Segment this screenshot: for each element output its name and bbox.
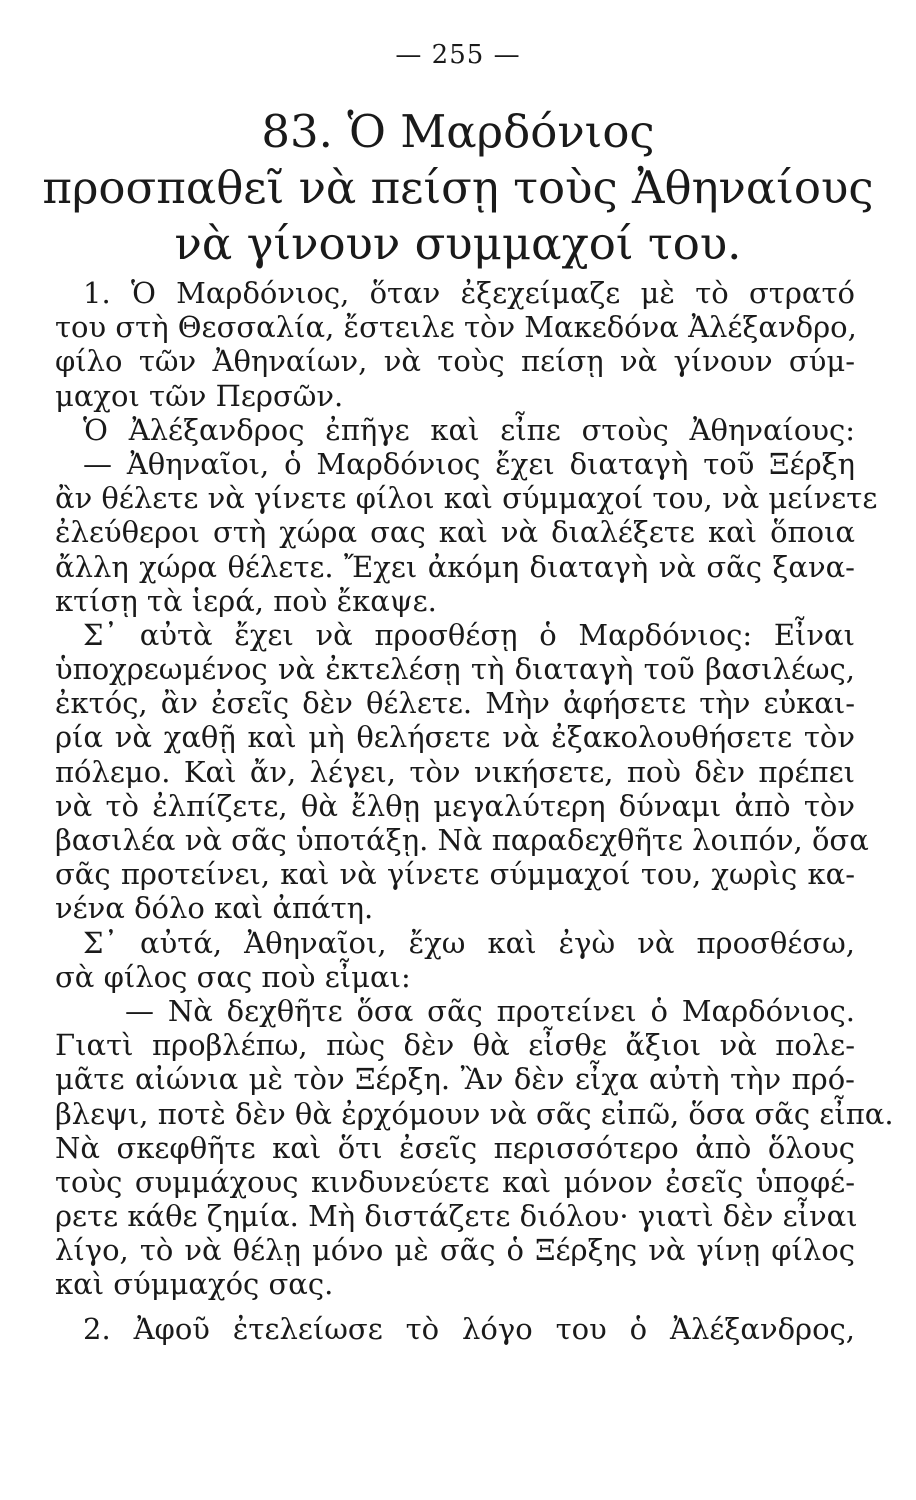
text-line: σᾶς προτείνει, καὶ νὰ γίνετε σύμμαχοί του, χωρὶς κα- [55,857,855,892]
text-line: φίλο τῶν Ἀθηναίων, νὰ τοὺς πείσῃ νὰ γίνουν σύμ- [55,344,855,379]
text-line: 1. Ὁ Μαρδόνιος, ὅταν ἐξεχείμαζε μὲ τὸ στρατό [83,276,855,310]
text-line: σὰ φίλος σας ποὺ εἶμαι: [55,959,411,994]
text-line: του στὴ Θεσσαλία, ἔστειλε τὸν Μακεδόνα Ἀλέξανδρο, [55,310,857,345]
text-line: βασιλέα νὰ σᾶς ὑποτάξῃ. Νὰ παραδεχθῆτε λοιπόν, ὅσα [55,823,869,857]
text-line: ἐλεύθεροι στὴ χώρα σας καὶ νὰ διαλέξετε καὶ ὅποια [55,515,855,550]
chapter-title-line: νὰ γίνουν συμμαχοί του. [174,217,742,270]
text-line: νένα δόλο καὶ ἀπάτη. [55,891,374,926]
text-line: νὰ τὸ ἐλπίζετε, θὰ ἔλθῃ μεγαλύτερη δύναμι ἀπὸ τὸν [55,788,855,823]
page-number: — 255 — [395,40,521,70]
text-line: ὑποχρεωμένος νὰ ἐκτελέσῃ τὴ διαταγὴ τοῦ βασιλέως, [55,652,855,687]
text-line: μαχοι τῶν Περσῶν. [55,378,344,413]
text-line: βλεψι, ποτὲ δὲν θὰ ἐρχόμουν νὰ σᾶς εἰπῶ, ὅσα σᾶς εἶπα. [55,1096,894,1131]
text-line: Σ᾽ αὐτὰ ἔχει νὰ προσθέσῃ ὁ Μαρδόνιος: Εἶναι [83,617,855,652]
text-line: — Νὰ δεχθῆτε ὅσα σᾶς προτείνει ὁ Μαρδόνιος. [125,993,855,1028]
text-line: ἂν θέλετε νὰ γίνετε φίλοι καὶ σύμμαχοί του, νὰ μείνετε [55,481,878,516]
text-line: καὶ σύμμαχός σας. [55,1267,334,1302]
text-line: ρετε κάθε ζημία. Μὴ διστάζετε διόλου· γιατὶ δὲν εἶναι [55,1199,858,1234]
text-line: κτίσῃ τὰ ἱερά, ποὺ ἔκαψε. [55,583,437,618]
text-line: Νὰ σκεφθῆτε καὶ ὅτι ἐσεῖς περισσότερο ἀπὸ ὅλους [55,1130,855,1165]
text-line: 2. Ἀφοῦ ἐτελείωσε τὸ λόγο του ὁ Ἀλέξανδρος, [83,1311,855,1346]
text-line: πόλεμο. Καὶ ἄν, λέγει, τὸν νικήσετε, ποὺ δὲν πρέπει [55,754,855,789]
chapter-title-line: προσπαθεῖ νὰ πείσῃ τοὺς Ἀθηναίους [42,161,874,214]
body-text [55,276,894,1346]
chapter-title-line: 83. Ὁ Μαρδόνιος [261,105,655,158]
text-line: μᾶτε αἰώνια μὲ τὸν Ξέρξη. Ἂν δὲν εἶχα αὐτὴ τὴν πρό- [55,1062,855,1097]
text-line: ἄλλη χώρα θέλετε. Ἔχει ἀκόμη διαταγὴ νὰ σᾶς ξανα- [55,549,855,584]
text-line: ρία νὰ χαθῇ καὶ μὴ θελήσετε νὰ ἐξακολουθήσετε τὸν [55,720,855,755]
text-line: — Ἀθηναῖοι, ὁ Μαρδόνιος ἔχει διαταγὴ τοῦ Ξέρξη [83,446,855,481]
text-line: Σ᾽ αὐτά, Ἀθηναῖοι, ἔχω καὶ ἐγὼ νὰ προσθέσω, [83,925,855,960]
text-line: Ὁ Ἀλέξανδρος ἐπῆγε καὶ εἶπε στοὺς Ἀθηναίους: [83,412,855,447]
text-line: τοὺς συμμάχους κινδυνεύετε καὶ μόνον ἐσεῖς ὑποφέ- [55,1164,855,1199]
chapter-title [40,104,876,272]
text-line: ἐκτός, ἂν ἐσεῖς δὲν θέλετε. Μὴν ἀφήσετε τὴν εὐκαι- [55,686,855,721]
paragraph-gap [55,1302,855,1312]
text-line: Γιατὶ προβλέπω, πὼς δὲν θὰ εἶσθε ἄξιοι νὰ πολε- [55,1028,855,1063]
text-line: λίγο, τὸ νὰ θέλῃ μόνο μὲ σᾶς ὁ Ξέρξης νὰ γίνῃ φίλος [55,1233,855,1268]
